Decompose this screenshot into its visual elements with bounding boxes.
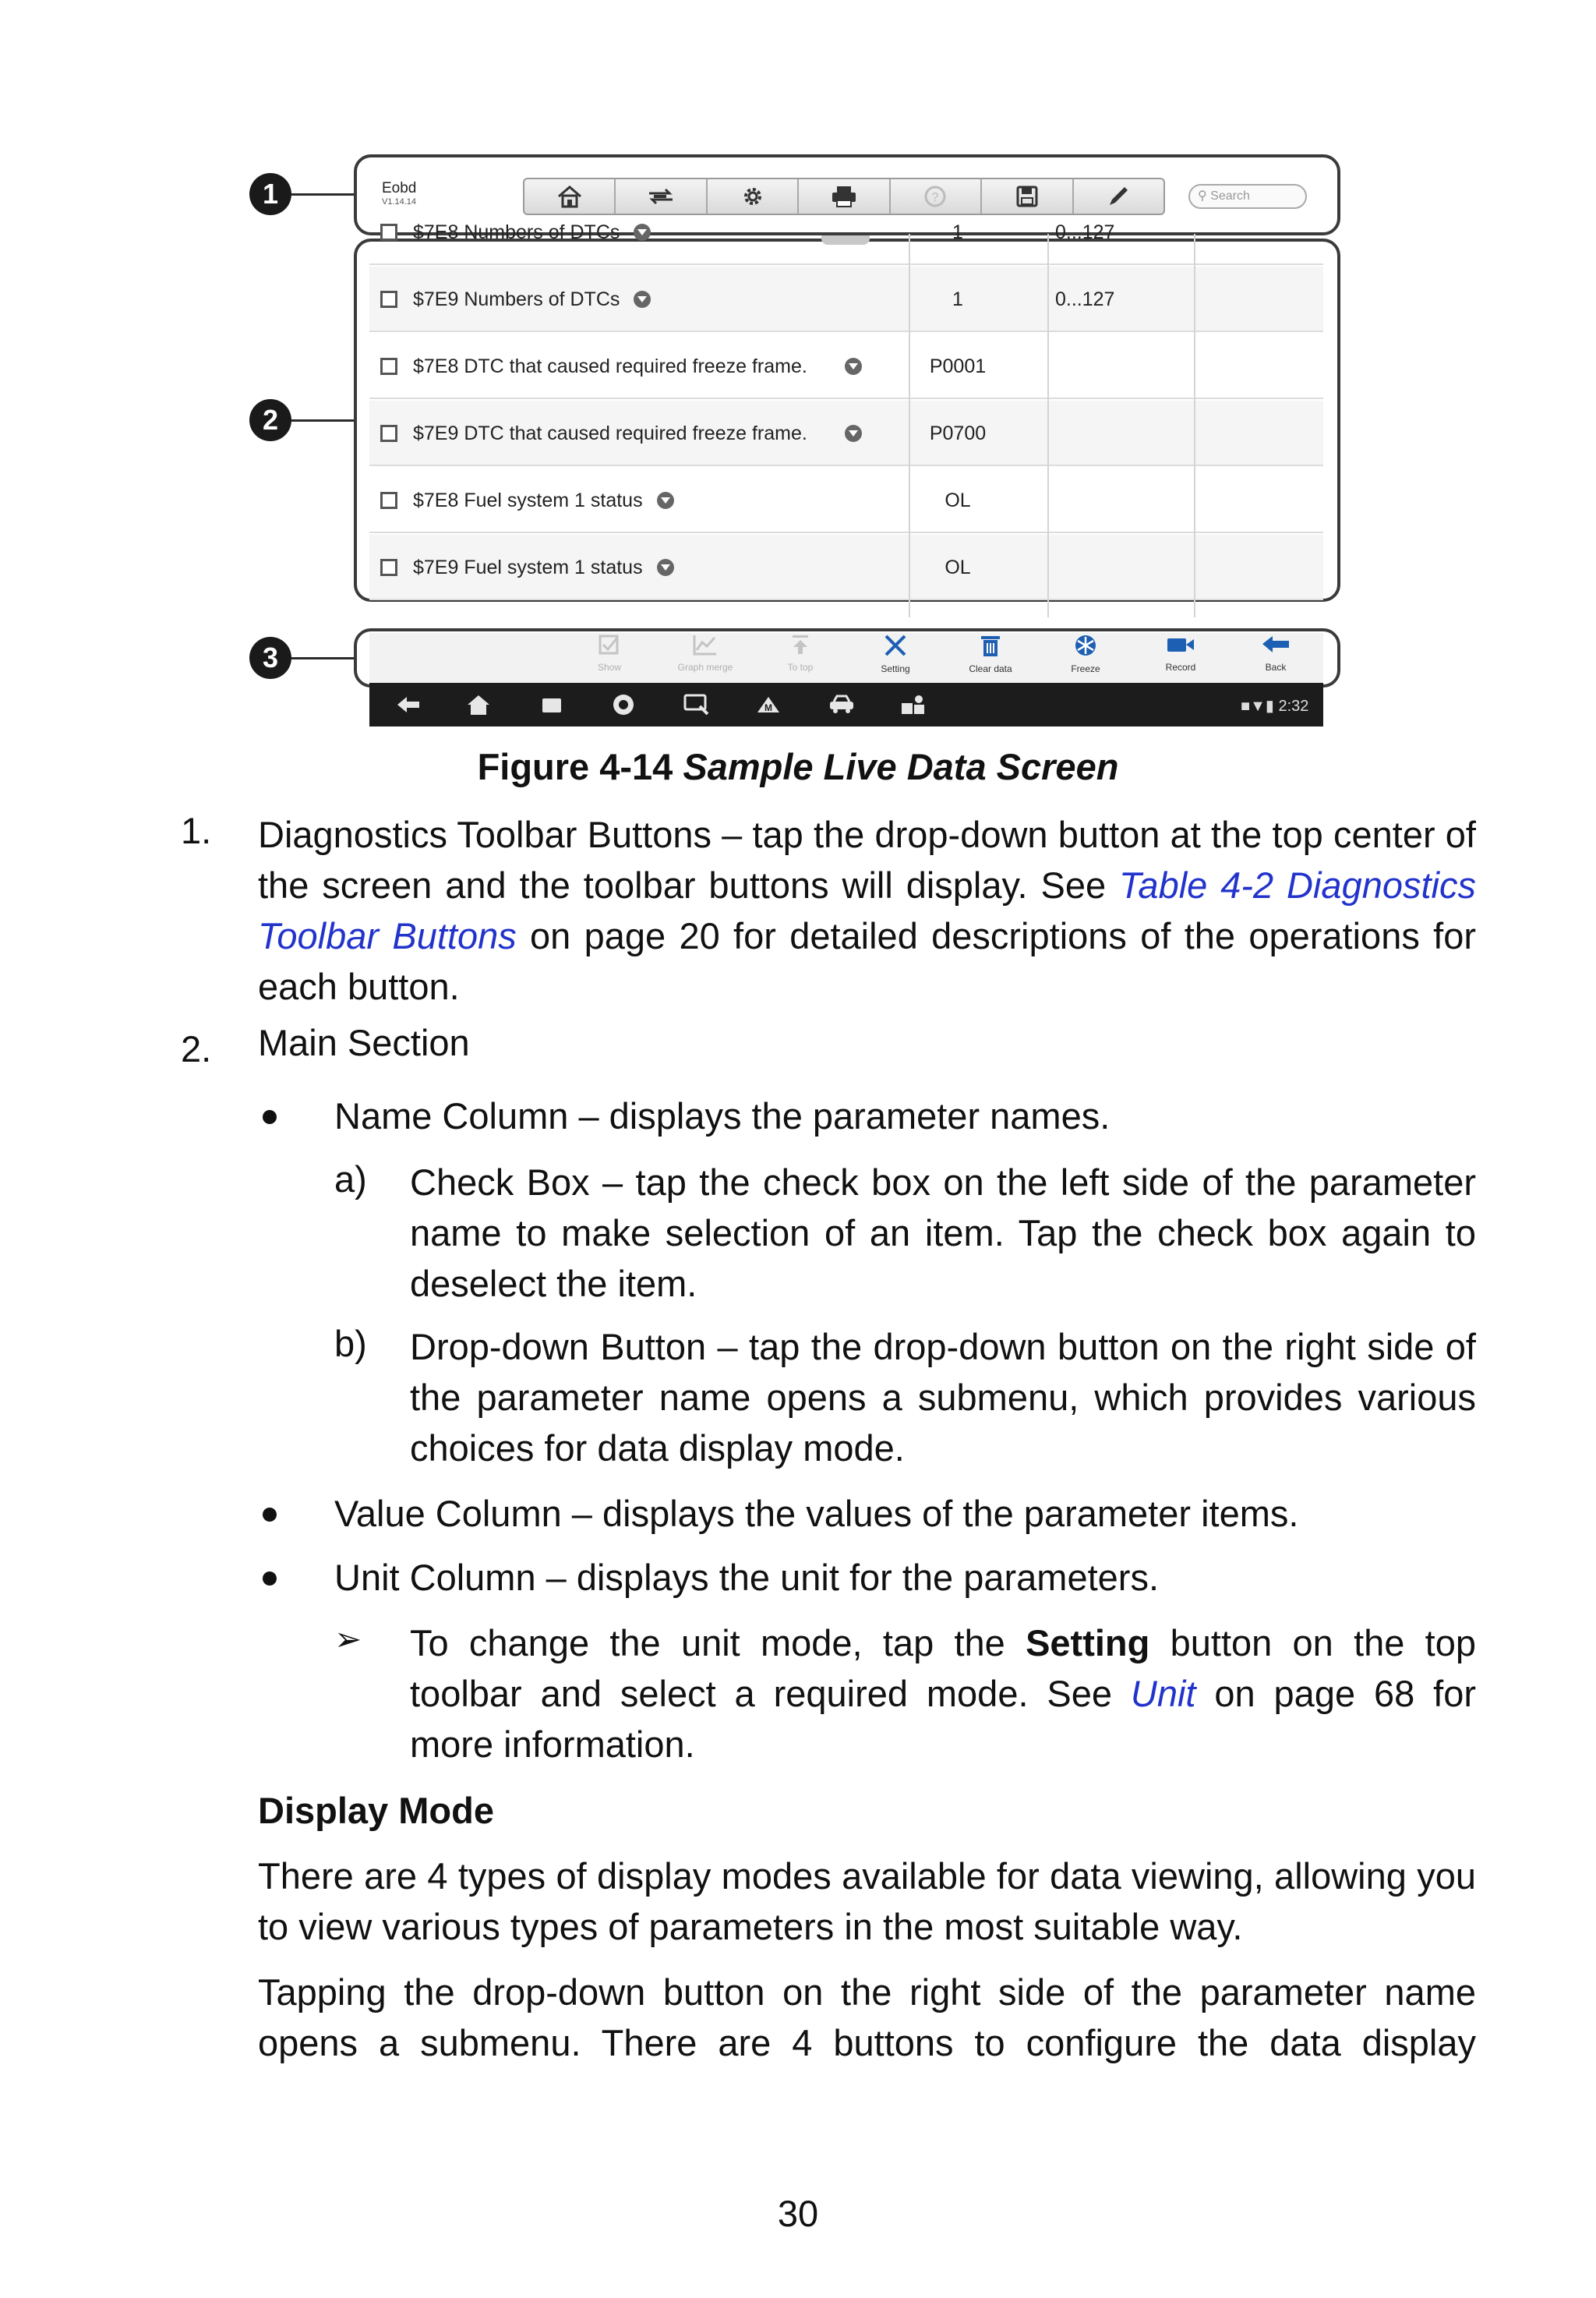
item-2-number: 2. bbox=[181, 1028, 212, 1069]
vehicle-icon[interactable] bbox=[828, 692, 856, 717]
callout-2: 2 bbox=[249, 399, 291, 441]
parameter-name: $7E8 DTC that caused required freeze frame. bbox=[413, 355, 807, 377]
column-divider bbox=[909, 234, 910, 617]
sub-b-mark: b) bbox=[334, 1323, 367, 1364]
display-mode-paragraph-1: There are 4 types of display modes available for data viewing, allowing you to view various types of parameters in the most suitable way. bbox=[258, 1855, 1476, 1947]
freeze-button[interactable] bbox=[1039, 633, 1132, 674]
svg-text:?: ? bbox=[931, 191, 939, 204]
name-cell bbox=[380, 401, 862, 466]
display-mode-heading: Display Mode bbox=[258, 1790, 494, 1831]
svg-text:M: M bbox=[764, 702, 772, 713]
snowflake-icon bbox=[1073, 633, 1098, 658]
figure-caption bbox=[0, 745, 1596, 788]
dropdown-icon[interactable] bbox=[634, 224, 651, 241]
status-icons: ■▼▮ bbox=[1241, 698, 1274, 715]
name-column-text: Name Column – displays the parameter names. bbox=[334, 1095, 1110, 1137]
bullet bbox=[263, 1508, 277, 1522]
drop-down-button-text: Drop-down Button – tap the drop-down button on the right side of the parameter name opens a submenu, which provides various choices for data display mode. bbox=[410, 1326, 1476, 1469]
to-top-label: To top bbox=[787, 662, 814, 673]
video-icon bbox=[1166, 633, 1195, 656]
dropdown-icon[interactable] bbox=[634, 291, 651, 308]
dropdown-icon[interactable] bbox=[657, 492, 674, 509]
recent-apps-icon[interactable] bbox=[538, 692, 566, 717]
back-label: Back bbox=[1265, 662, 1287, 673]
tools-icon bbox=[883, 633, 908, 658]
to-top-button[interactable] bbox=[754, 633, 847, 673]
trash-icon bbox=[980, 633, 1001, 658]
table-row bbox=[369, 267, 1323, 332]
unit-link[interactable]: Unit bbox=[1130, 1673, 1196, 1714]
callout-1-line bbox=[291, 193, 354, 196]
parameter-name: $7E9 DTC that caused required freeze frame. bbox=[413, 422, 807, 444]
value-cell: P0700 bbox=[929, 422, 987, 444]
value-cell: OL bbox=[945, 490, 971, 511]
clear-data-label: Clear data bbox=[969, 663, 1012, 674]
diagnostics-icon[interactable] bbox=[683, 692, 711, 717]
item-1-text bbox=[258, 809, 1476, 1012]
unit-cell: 0...127 bbox=[1055, 221, 1115, 243]
unit-note-a: To change the unit mode, tap the bbox=[410, 1622, 1026, 1663]
parameter-name: $7E8 Fuel system 1 status bbox=[413, 489, 643, 511]
browser-icon[interactable] bbox=[609, 692, 637, 717]
to-top-icon bbox=[789, 633, 812, 656]
shop-icon[interactable] bbox=[899, 692, 927, 717]
checkbox-icon bbox=[597, 633, 622, 656]
clear-data-button[interactable] bbox=[944, 633, 1037, 674]
parameter-name: $7E9 Fuel system 1 status bbox=[413, 556, 643, 578]
table-row bbox=[369, 200, 1323, 265]
column-divider bbox=[1194, 234, 1195, 617]
column-divider bbox=[1047, 234, 1049, 617]
status-area bbox=[1241, 696, 1308, 716]
home-icon[interactable] bbox=[464, 692, 493, 717]
table-4-2-link[interactable]: Table 4-2 Diagnostics Toolbar Buttons bbox=[258, 864, 1476, 956]
arrow-bullet-icon: ➢ bbox=[334, 1621, 362, 1657]
unit-note-b: button on the top toolbar and select a required mode. See bbox=[410, 1622, 1477, 1714]
setting-button[interactable] bbox=[849, 633, 942, 674]
value-cell: 1 bbox=[952, 288, 963, 310]
value-cell: OL bbox=[945, 557, 971, 578]
callout-3-line bbox=[291, 657, 354, 659]
record-button[interactable] bbox=[1134, 633, 1227, 673]
row-checkbox[interactable] bbox=[380, 291, 397, 308]
show-label: Show bbox=[597, 662, 622, 673]
parameter-name: $7E8 Numbers of DTCs bbox=[413, 221, 620, 243]
name-cell bbox=[380, 267, 651, 332]
name-cell bbox=[380, 468, 674, 533]
unit-cell: 0...127 bbox=[1055, 288, 1115, 310]
table-row bbox=[369, 334, 1323, 399]
callout-1: 1 bbox=[249, 173, 291, 215]
row-checkbox[interactable] bbox=[380, 559, 397, 576]
name-cell bbox=[380, 334, 862, 399]
dropdown-icon[interactable] bbox=[845, 425, 862, 442]
value-column-text: Value Column – displays the values of the parameter items. bbox=[334, 1493, 1299, 1534]
item-1-number: 1. bbox=[181, 810, 212, 851]
figure-label: Figure 4-14 bbox=[477, 746, 673, 787]
setting-keyword: Setting bbox=[1026, 1622, 1150, 1663]
unit-note-c: on page 68 for more information. bbox=[410, 1673, 1476, 1765]
table-row bbox=[369, 468, 1323, 533]
name-cell bbox=[380, 200, 651, 265]
parameter-name: $7E9 Numbers of DTCs bbox=[413, 288, 620, 310]
search-placeholder: Search bbox=[1210, 189, 1250, 203]
back-icon[interactable] bbox=[394, 692, 422, 717]
table-row bbox=[369, 535, 1323, 600]
value-cell: 1 bbox=[952, 221, 963, 243]
callout-3: 3 bbox=[249, 637, 291, 679]
callout-2-line bbox=[291, 419, 354, 422]
back-button[interactable] bbox=[1229, 633, 1322, 673]
display-mode-paragraph-2: Tapping the drop-down button on the right side of the parameter name opens a submenu. There are 4 buttons to configure the data display bbox=[258, 1971, 1476, 2063]
dropdown-icon[interactable] bbox=[845, 358, 862, 375]
setting-label: Setting bbox=[881, 663, 910, 674]
table-row bbox=[369, 401, 1323, 466]
figure-title: Sample Live Data Screen bbox=[683, 746, 1119, 787]
value-cell: P0001 bbox=[929, 355, 987, 377]
unit-column-text: Unit Column – displays the unit for the parameters. bbox=[334, 1557, 1160, 1598]
row-checkbox[interactable] bbox=[380, 224, 397, 241]
page-number: 30 bbox=[777, 2193, 819, 2234]
unit-mode-note bbox=[410, 1617, 1476, 1769]
clock: 2:32 bbox=[1278, 698, 1309, 715]
row-checkbox[interactable] bbox=[380, 358, 397, 375]
record-label: Record bbox=[1165, 662, 1196, 673]
dropdown-icon[interactable] bbox=[657, 559, 674, 576]
bullet bbox=[263, 1110, 277, 1124]
graph-merge-button[interactable] bbox=[659, 633, 752, 673]
row-checkbox[interactable] bbox=[380, 492, 397, 509]
back-arrow-icon bbox=[1260, 633, 1291, 656]
freeze-label: Freeze bbox=[1071, 663, 1100, 674]
live-data-table bbox=[369, 221, 1323, 617]
app-version: V1.14.14 bbox=[382, 196, 417, 207]
show-button[interactable] bbox=[563, 633, 656, 673]
graph-icon bbox=[692, 633, 719, 656]
graph-merge-label: Graph merge bbox=[677, 662, 733, 673]
row-checkbox[interactable] bbox=[380, 425, 397, 442]
name-cell bbox=[380, 535, 674, 600]
item-2-text: Main Section bbox=[258, 1022, 470, 1063]
maintenance-icon[interactable] bbox=[754, 692, 782, 717]
sub-a-mark: a) bbox=[334, 1158, 367, 1200]
search-icon: ⚲ bbox=[1198, 189, 1207, 203]
bullet bbox=[263, 1571, 277, 1586]
item-1-text-a: Diagnostics Toolbar Buttons – tap the drop-down button at the top center of the screen and the toolbar buttons will display. See bbox=[258, 814, 1476, 906]
app-name: Eobd bbox=[382, 180, 417, 196]
item-1-text-b: on page 20 for detailed descriptions of the operations for each button. bbox=[258, 915, 1476, 1007]
check-box-text: Check Box – tap the check box on the left side of the parameter name to make selection of an item. Tap the check box again to deselect the item. bbox=[410, 1161, 1476, 1304]
